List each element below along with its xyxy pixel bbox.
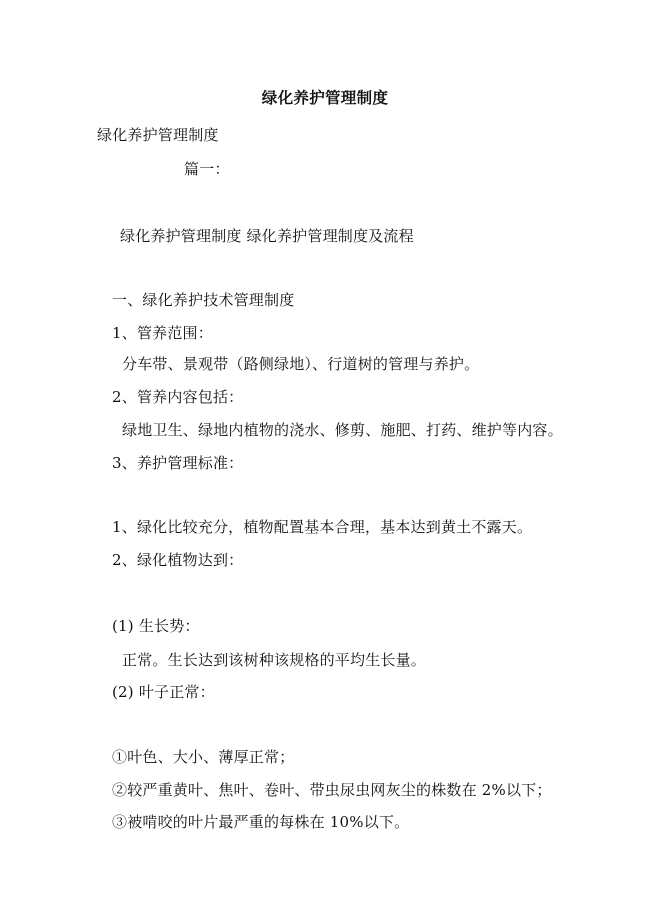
standard-2: 2、绿化植物达到： — [112, 551, 244, 569]
growth-text: 正常。生长达到该树种该规格的平均生长量。 — [122, 651, 427, 669]
standard-1: 1、绿化比较充分，植物配置基本合理，基本达到黄土不露天。 — [112, 518, 533, 536]
item-2-text: 绿地卫生、绿地内植物的浇水、修剪、施肥、打药、维护等内容。 — [122, 421, 563, 439]
leaf-label: (2) 叶子正常： — [112, 683, 215, 701]
growth-label: (1) 生长势： — [112, 617, 200, 635]
document-subtitle: 绿化养护管理制度 — [97, 126, 219, 144]
leaf-item-1: ①叶色、大小、薄厚正常； — [112, 748, 295, 766]
section-heading: 绿化养护管理制度 绿化养护管理制度及流程 — [120, 227, 414, 245]
part-label: 篇一： — [184, 160, 230, 178]
section-1-heading: 一、绿化养护技术管理制度 — [112, 291, 295, 309]
item-2-label: 2、管养内容包括： — [112, 388, 244, 406]
leaf-item-3: ③被啃咬的叶片最严重的每株在 10%以下。 — [112, 813, 410, 831]
item-1-label: 1、管养范围： — [112, 324, 213, 342]
item-1-text: 分车带、景观带（路侧绿地）、行道树的管理与养护。 — [122, 355, 480, 373]
document-title: 绿化养护管理制度 — [261, 89, 389, 107]
leaf-item-2: ②较严重黄叶、焦叶、卷叶、带虫尿虫网灰尘的株数在 2%以下； — [112, 781, 552, 799]
item-3-label: 3、养护管理标准： — [112, 454, 244, 472]
